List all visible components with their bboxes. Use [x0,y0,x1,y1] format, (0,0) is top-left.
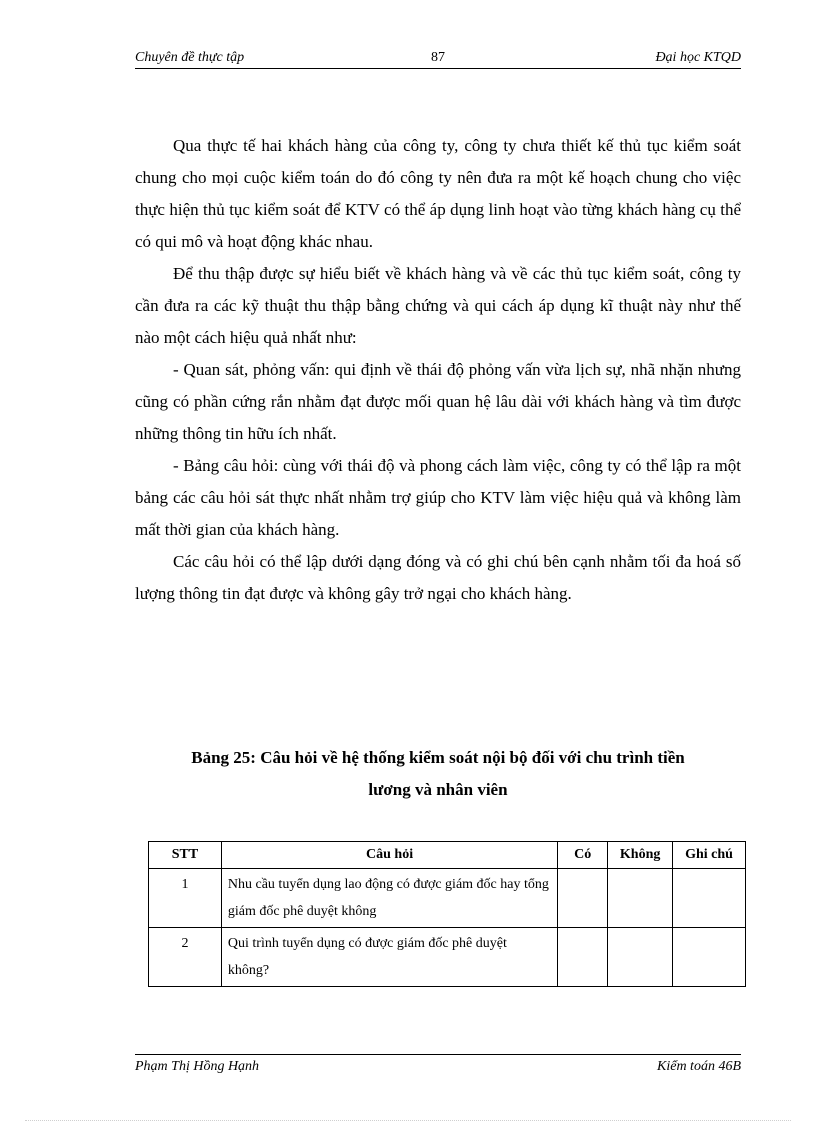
footer-class: Kiểm toán 46B [657,1059,741,1074]
table-row [149,928,746,987]
paragraph: Qua thực tế hai khách hàng của công ty, công ty chưa thiết kế thủ tục kiểm soát chung cho mọi cuộc kiểm toán do đó công ty nên đưa ra một kế hoạch chung cho việc thực hiện thủ tục kiểm soát để KTV có thể áp dụng linh hoạt vào từng khách hàng cụ thể có qui mô và hoạt động khác nhau. [135,136,741,251]
paragraph: - Quan sát, phỏng vấn: qui định về thái độ phỏng vấn vừa lịch sự, nhã nhặn nhưng cũng có phần cứng rắn nhằm đạt được mối quan hệ lâu dài với khách hàng và tìm được những thông tin hữu ích nhất. [135,360,741,443]
questionnaire-table [148,841,746,987]
table-header-row [149,842,746,869]
cell-no [608,869,673,928]
table-title [135,742,741,806]
column-header-stt: STT [149,842,222,869]
column-header-question: Câu hỏi [221,842,557,869]
page-header [135,50,741,69]
page-footer [135,1054,741,1075]
column-header-no: Không [608,842,673,869]
page-number: 87 [431,50,445,65]
paragraph: Các câu hỏi có thể lập dưới dạng đóng và có ghi chú bên cạnh nhằm tối đa hoá số lượng thông tin đạt được và không gây trở ngại cho khách hàng. [135,552,741,603]
paragraph: - Bảng câu hỏi: cùng với thái độ và phong cách làm việc, công ty có thể lập ra một bảng các câu hỏi sát thực nhất nhằm trợ giúp cho KTV làm việc hiệu quả và không làm mất thời gian của khách hàng. [135,456,741,539]
column-header-yes: Có [558,842,608,869]
cell-question: Qui trình tuyển dụng có được giám đốc phê duyệt không? [221,928,557,987]
header-university: Đại học KTQD [655,50,741,65]
page-bottom-divider [25,1120,791,1121]
table-title-line: Bảng 25: Câu hỏi về hệ thống kiểm soát nội bộ đối với chu trình tiền [191,748,685,767]
cell-no [608,928,673,987]
cell-yes [558,928,608,987]
paragraph: Để thu thập được sự hiểu biết về khách hàng và về các thủ tục kiểm soát, công ty cần đưa ra các kỹ thuật thu thập bằng chứng và qui cách áp dụng kĩ thuật này như thế nào một cách hiệu quả nhất như: [135,264,741,347]
footer-author: Phạm Thị Hồng Hạnh [135,1059,260,1074]
table-row [149,869,746,928]
cell-note [673,928,746,987]
cell-stt: 1 [149,869,222,928]
body-text [135,130,741,610]
header-doc-type: Chuyên đề thực tập [135,50,245,65]
cell-yes [558,869,608,928]
table-title-line: lương và nhân viên [368,780,508,799]
cell-question: Nhu cầu tuyển dụng lao động có được giám đốc hay tổng giám đốc phê duyệt không [221,869,557,928]
cell-stt: 2 [149,928,222,987]
cell-note [673,869,746,928]
column-header-note: Ghi chú [673,842,746,869]
